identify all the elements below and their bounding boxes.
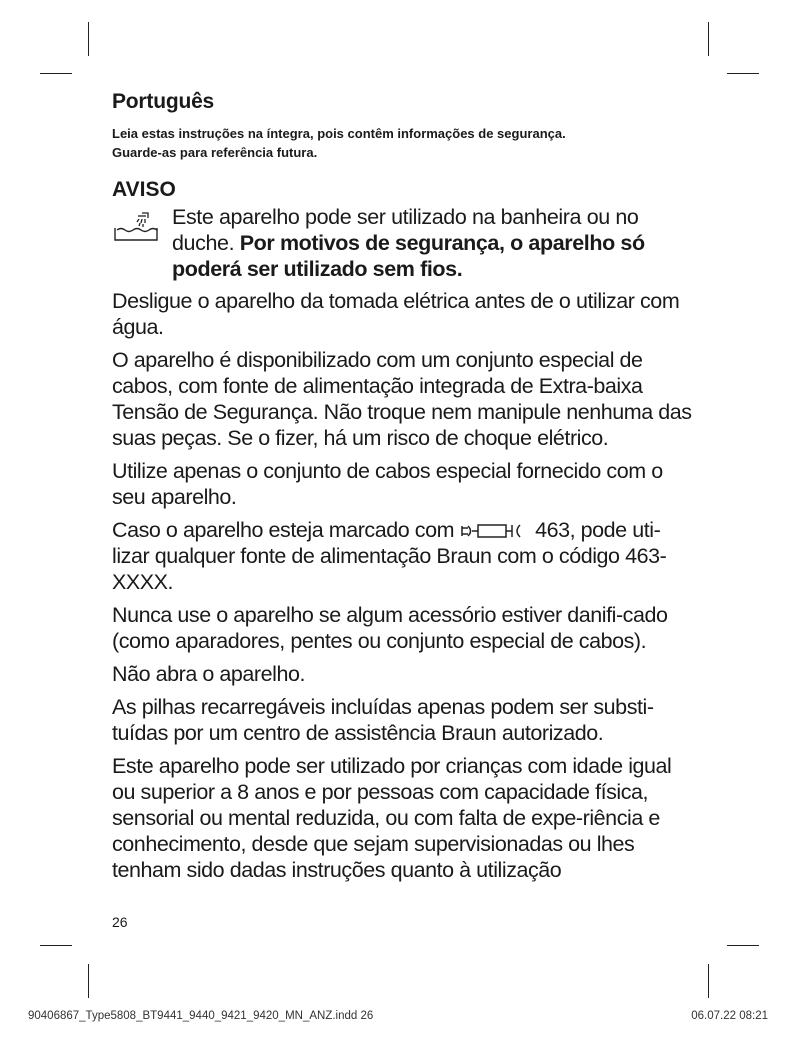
power-supply-plug-icon [460,522,530,540]
paragraph-use-supplied-cable: Utilize apenas o conjunto de cabos especial fornecido com o seu aparelho. [112,459,663,509]
page-number: 26 [112,914,128,930]
crop-mark-top-right-vertical [708,22,709,56]
paragraph-code-463-after: 463, pode uti-lizar qualquer fonte de alimentação Braun com o código 463-XXXX. [112,518,667,594]
paragraph-damaged-accessory: Nunca use o aparelho se algum acessório estiver danifi-cado (como aparadores, pentes ou conjunto especial de cabos). [112,603,668,653]
paragraph-code-463 [112,517,692,595]
warning-title: AVISO [112,178,176,201]
crop-mark-bottom-right-horizontal [727,945,759,946]
intro-note [112,124,672,162]
paragraph-children-use: Este aparelho pode ser utilizado por crianças com idade igual ou superior a 8 anos e por pessoas com capacidade física, sensorial ou mental reduzida, ou com falta de expe-riência e conhecimento, desde que sejam supervisionadas ou lhes tenham sido dadas instruções quanto à utilização [112,754,672,882]
warning-text [172,204,692,282]
body-text [112,288,692,890]
intro-line-1: Leia estas instruções na íntegra, pois contêm informações de segurança. [112,126,566,141]
footer-timestamp: 06.07.22 08:21 [691,1010,768,1022]
paragraph-batteries: As pilhas recarregáveis incluídas apenas podem ser substi-tuídas por um centro de assistência Braun autorizado. [112,695,654,745]
paragraph-cable-set: O aparelho é disponibilizado com um conjunto especial de cabos, com fonte de alimentação integrada de Extra-baixa Tensão de Segurança. Não troque nem manipule nenhuma das suas peças. Se o fizer, há um risco de choque elétrico. [112,348,692,450]
intro-line-2: Guarde-as para referência futura. [112,145,318,160]
page-title: Português [112,90,215,113]
footer-file-info: 90406867_Type5808_BT9441_9440_9421_9420_MN_ANZ.indd 26 [28,1010,374,1022]
bathtub-shower-icon [112,210,160,244]
crop-mark-top-left-vertical [88,22,89,56]
paragraph-unplug: Desligue o aparelho da tomada elétrica antes de o utilizar com água. [112,289,680,339]
crop-mark-bottom-left-horizontal [40,945,72,946]
crop-mark-bottom-right-vertical [708,964,709,998]
warning-text-regular: Este aparelho pode ser utilizado na banheira ou no duche. [172,205,639,255]
warning-text-bold: Por motivos de segurança, o aparelho só poderá ser utilizado sem fios. [172,231,645,281]
crop-mark-bottom-left-vertical [88,964,89,998]
paragraph-do-not-open: Não abra o aparelho. [112,662,306,686]
crop-mark-top-left-horizontal [40,73,72,74]
crop-mark-top-right-horizontal [727,73,759,74]
paragraph-code-463-before: Caso o aparelho esteja marcado com [112,518,460,542]
